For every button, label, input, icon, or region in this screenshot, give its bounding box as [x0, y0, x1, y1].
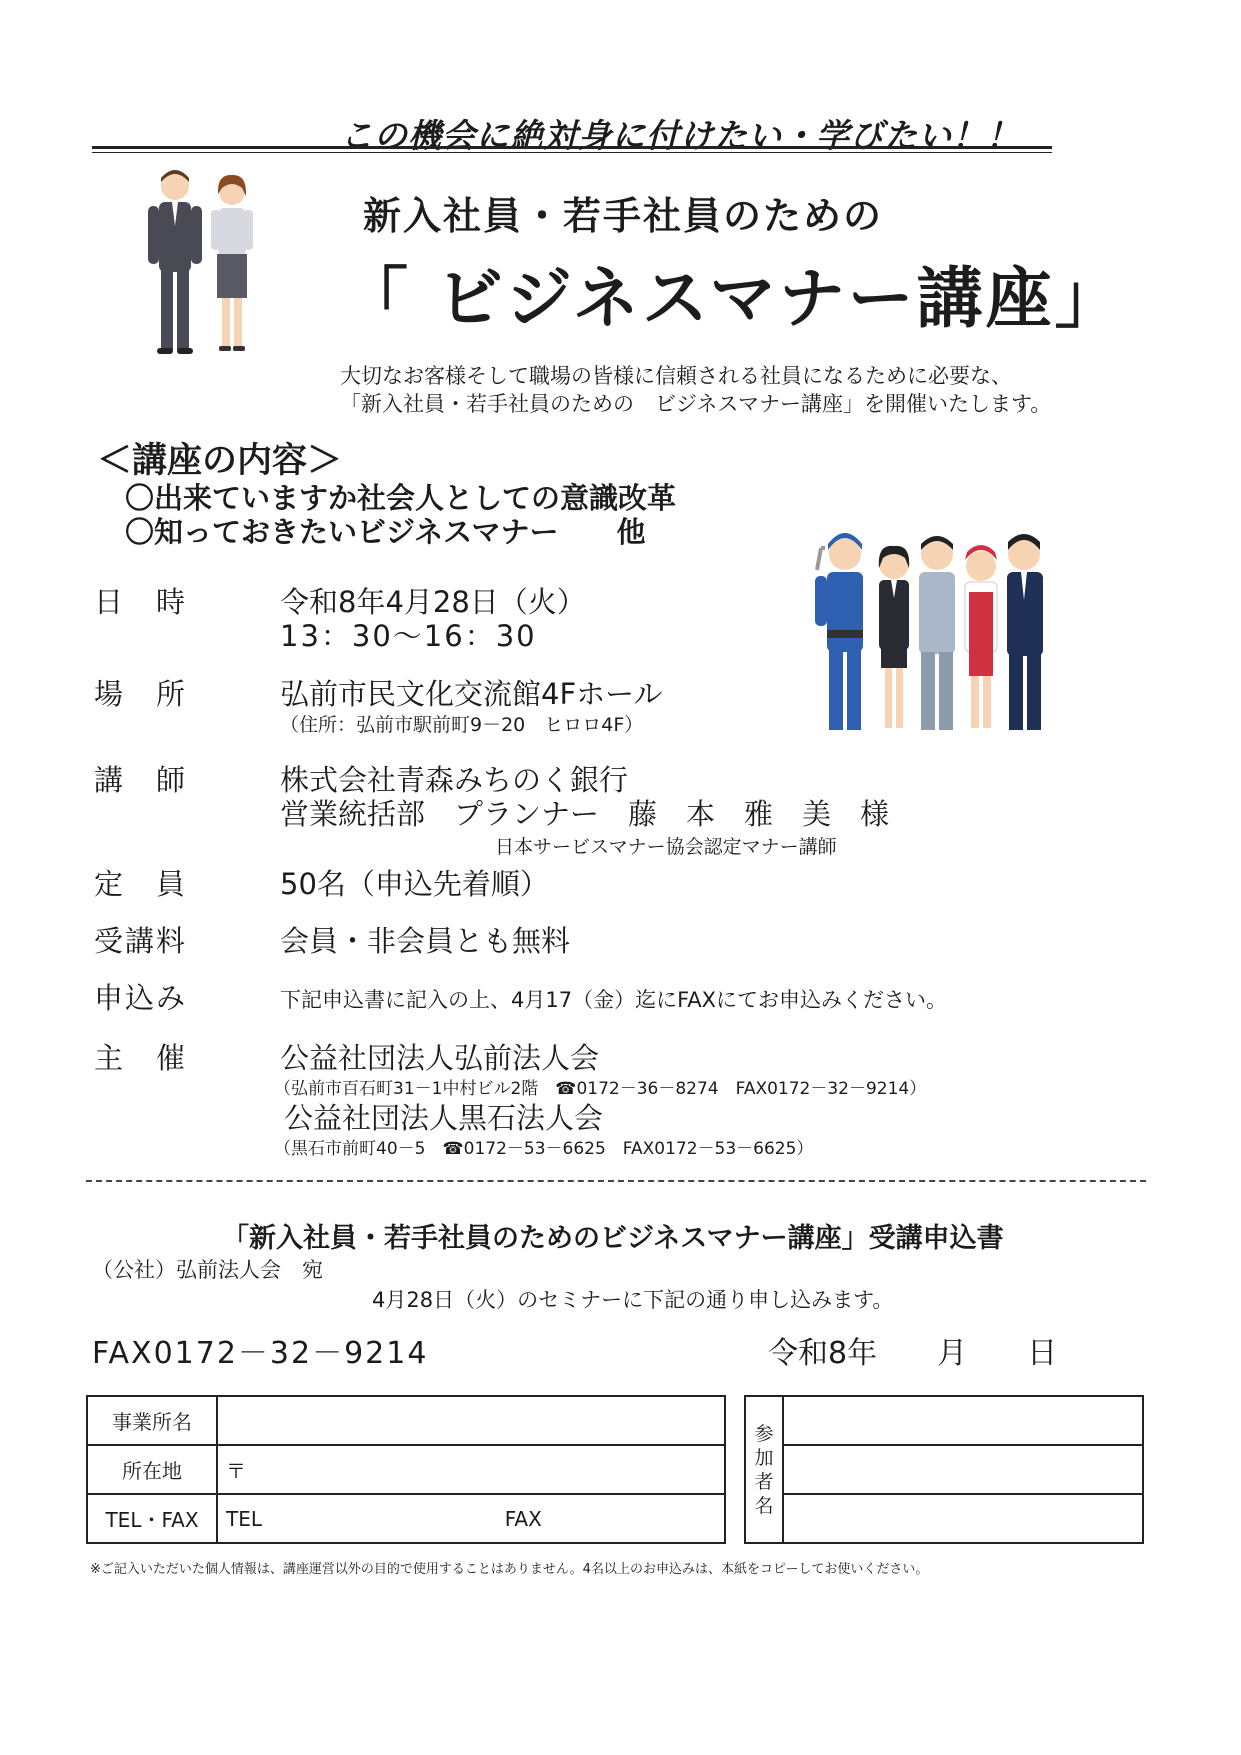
datetime-line-1: 令和8年4月28日（火） — [280, 585, 586, 619]
place-address: （住所：弘前市駅前町9－20 ヒロロ4F） — [280, 714, 644, 736]
host-org-1-address: （弘前市百石町31－1中村ビル2階 ☎0172－36－8274 FAX0172－32－9214） — [274, 1079, 927, 1099]
participants-label: 参 加 者 名 — [745, 1396, 783, 1543]
intro-line-1: 大切なお客様そして職場の皆様に信頼される社員になるために必要な、 — [340, 364, 1012, 388]
place-label: 場 所 — [94, 677, 188, 711]
worker-apron-woman-figure — [965, 545, 997, 728]
privacy-footnote: ※ご記入いただいた個人情報は、講座運営以外の目的で使用することはありません。4名以上のお申込みは、本紙をコピーしてお使いください。 — [90, 1562, 929, 1577]
main-title: 「 ビジネスマナー講座」 — [342, 260, 1124, 337]
worker-suit-man-figure — [1007, 534, 1043, 730]
worker-factory-man-figure — [919, 536, 955, 730]
capacity-label: 定 員 — [94, 867, 188, 901]
host-org-2-address: （黒石市前町40－5 ☎0172－53－6625 FAX0172－53－6625） — [274, 1139, 814, 1159]
tagline-rule — [92, 146, 1052, 149]
company-name-label: 事業所名 — [87, 1396, 217, 1445]
capacity-value: 50名（申込先着順） — [280, 867, 549, 901]
businessman-figure — [148, 170, 202, 354]
participant-field-2[interactable] — [783, 1445, 1143, 1494]
form-date: 令和8年 月 日 — [768, 1336, 1058, 1371]
datetime-line-2: 13：30～16：30 — [280, 619, 537, 653]
business-couple-illustration — [145, 168, 265, 363]
cut-line — [86, 1180, 1146, 1182]
form-fax-number: FAX0172－32－9214 — [92, 1336, 429, 1371]
intro-line-2: 「新入社員・若手社員のための ビジネスマナー講座」を開催いたします。 — [340, 392, 1052, 416]
businesswoman-figure — [211, 175, 253, 351]
apply-label: 申込み — [94, 981, 188, 1015]
workers-illustration — [815, 518, 1055, 743]
lecturer-credential: 日本サービスマナー協会認定マナー講師 — [495, 836, 837, 858]
subtitle: 新入社員・若手社員のための — [363, 194, 884, 238]
address-label: 所在地 — [87, 1445, 217, 1494]
tel-fax-label: TEL・FAX — [87, 1494, 217, 1543]
lecturer-name: 営業統括部 プランナー 藤 本 雅 美 様 — [280, 797, 890, 831]
participant-field-3[interactable] — [783, 1494, 1143, 1543]
tel-label: TEL — [226, 1506, 262, 1531]
form-statement: 4月28日（火）のセミナーに下記の通り申し込みます。 — [372, 1288, 894, 1312]
postal-mark: 〒 — [226, 1459, 246, 1483]
datetime-label: 日 時 — [94, 585, 188, 619]
form-recipient: （公社）弘前法人会 宛 — [92, 1258, 323, 1282]
fee-label: 受講料 — [94, 924, 188, 958]
tagline-rule-thin — [92, 152, 1052, 153]
participants-table — [744, 1395, 1144, 1544]
worker-office-woman-figure — [879, 546, 909, 728]
place-value: 弘前市民文化交流館4Fホール — [280, 677, 663, 711]
course-item-1: 〇出来ていますか社会人としての意識改革 — [125, 481, 677, 515]
participant-field-1[interactable] — [783, 1396, 1143, 1445]
lecturer-label: 講 師 — [94, 763, 188, 797]
fax-label: FAX — [504, 1506, 542, 1531]
host-label: 主 催 — [94, 1041, 188, 1075]
tel-fax-field[interactable] — [217, 1494, 725, 1543]
company-name-field[interactable] — [217, 1396, 725, 1445]
apply-value: 下記申込書に記入の上、4月17（金）迄にFAXにてお申込みください。 — [280, 988, 947, 1012]
worker-mechanic-figure — [815, 533, 863, 730]
tagline: この機会に絶対身に付けたい・学びたい！！ — [340, 116, 1020, 155]
fee-value: 会員・非会員とも無料 — [280, 924, 571, 958]
form-title: 「新入社員・若手社員のためのビジネスマナー講座」受講申込書 — [222, 1223, 1004, 1254]
course-item-2: 〇知っておきたいビジネスマナー 他 — [125, 515, 646, 549]
lecturer-company: 株式会社青森みちのく銀行 — [280, 763, 629, 797]
address-field[interactable] — [217, 1445, 725, 1494]
company-info-table — [86, 1395, 726, 1544]
host-org-1: 公益社団法人弘前法人会 — [280, 1041, 600, 1075]
course-heading: ＜講座の内容＞ — [97, 441, 343, 481]
intro-text — [340, 362, 1051, 418]
host-org-2: 公益社団法人黒石法人会 — [284, 1101, 604, 1135]
